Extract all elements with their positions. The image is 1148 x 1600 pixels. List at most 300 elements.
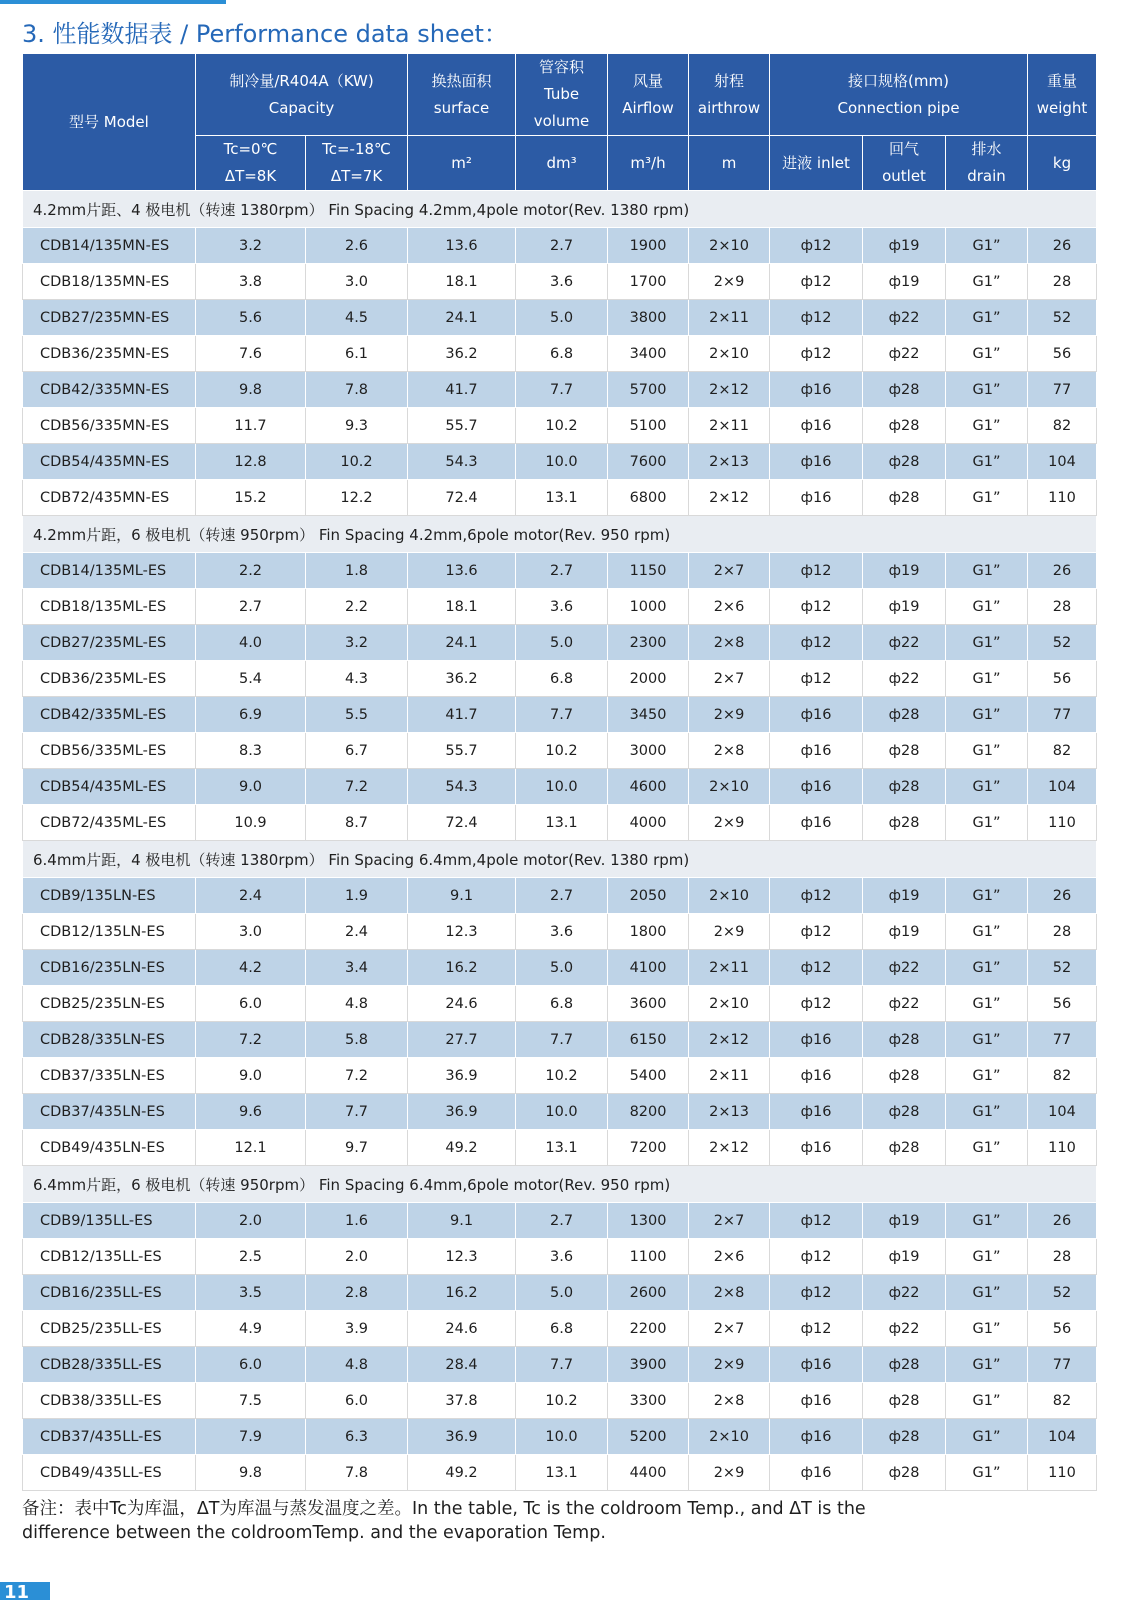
table-cell: G1” <box>946 661 1028 697</box>
table-cell: ф16 <box>770 697 863 733</box>
table-cell: ф28 <box>863 805 946 841</box>
table-cell: ф28 <box>863 372 946 408</box>
model-cell: CDB56/335ML-ES <box>23 733 196 769</box>
table-cell: G1” <box>946 336 1028 372</box>
table-cell: 3900 <box>608 1347 689 1383</box>
table-cell: 3400 <box>608 336 689 372</box>
table-cell: ф28 <box>863 1058 946 1094</box>
table-cell: G1” <box>946 805 1028 841</box>
table-cell: 1000 <box>608 589 689 625</box>
model-cell: CDB16/235LL-ES <box>23 1275 196 1311</box>
table-cell: 2.7 <box>196 589 306 625</box>
table-cell: ф12 <box>770 553 863 589</box>
table-cell: 2×11 <box>689 300 770 336</box>
table-cell: 7.7 <box>516 372 608 408</box>
header-airthrow: 射程 airthrow <box>689 54 770 136</box>
model-cell: CDB18/135ML-ES <box>23 589 196 625</box>
table-cell: ф16 <box>770 480 863 516</box>
table-cell: 2300 <box>608 625 689 661</box>
table-cell: G1” <box>946 372 1028 408</box>
header-unit-tube: dm³ <box>516 136 608 191</box>
table-cell: ф28 <box>863 444 946 480</box>
table-row <box>23 878 1097 914</box>
table-cell: ф19 <box>863 589 946 625</box>
model-cell: CDB25/235LN-ES <box>23 986 196 1022</box>
table-row <box>23 1419 1097 1455</box>
table-cell: 13.1 <box>516 805 608 841</box>
group-header-row <box>23 516 1097 553</box>
group-label: 4.2mm片距、4 极电机（转速 1380rpm） Fin Spacing 4.2mm,4pole motor(Rev. 1380 rpm) <box>23 191 1097 228</box>
table-cell: 9.1 <box>408 1203 516 1239</box>
table-cell: 2.7 <box>516 878 608 914</box>
table-cell: G1” <box>946 986 1028 1022</box>
header-weight: 重量 weight <box>1028 54 1097 136</box>
table-cell: 55.7 <box>408 408 516 444</box>
table-cell: 1900 <box>608 228 689 264</box>
table-cell: 5100 <box>608 408 689 444</box>
table-cell: 7.9 <box>196 1419 306 1455</box>
table-row <box>23 372 1097 408</box>
table-cell: 41.7 <box>408 697 516 733</box>
table-row <box>23 733 1097 769</box>
table-cell: 5.6 <box>196 300 306 336</box>
model-cell: CDB36/235ML-ES <box>23 661 196 697</box>
table-cell: ф16 <box>770 1058 863 1094</box>
table-cell: 12.1 <box>196 1130 306 1166</box>
table-cell: 3.0 <box>196 914 306 950</box>
table-cell: G1” <box>946 733 1028 769</box>
model-cell: CDB28/335LN-ES <box>23 1022 196 1058</box>
table-cell: ф16 <box>770 408 863 444</box>
table-cell: ф12 <box>770 878 863 914</box>
table-cell: 28 <box>1028 264 1097 300</box>
table-row <box>23 1383 1097 1419</box>
table-cell: 16.2 <box>408 950 516 986</box>
table-row <box>23 805 1097 841</box>
table-cell: 5.5 <box>306 697 408 733</box>
table-cell: 2.2 <box>196 553 306 589</box>
table-cell: 9.8 <box>196 1455 306 1491</box>
table-cell: 5700 <box>608 372 689 408</box>
table-cell: 28 <box>1028 1239 1097 1275</box>
table-cell: 2.0 <box>306 1239 408 1275</box>
model-cell: CDB42/335MN-ES <box>23 372 196 408</box>
header-unit-airthrow: m <box>689 136 770 191</box>
table-cell: 7.2 <box>196 1022 306 1058</box>
table-row <box>23 1130 1097 1166</box>
table-cell: 10.0 <box>516 769 608 805</box>
top-accent-bar <box>0 0 226 4</box>
table-row <box>23 625 1097 661</box>
model-cell: CDB9/135LL-ES <box>23 1203 196 1239</box>
table-cell: 7.2 <box>306 1058 408 1094</box>
table-cell: 10.2 <box>516 1058 608 1094</box>
table-cell: 10.0 <box>516 444 608 480</box>
table-cell: G1” <box>946 1455 1028 1491</box>
table-cell: ф28 <box>863 408 946 444</box>
table-cell: G1” <box>946 300 1028 336</box>
table-row <box>23 300 1097 336</box>
table-cell: 12.3 <box>408 1239 516 1275</box>
table-cell: 2×12 <box>689 372 770 408</box>
table-cell: 104 <box>1028 769 1097 805</box>
table-cell: 9.8 <box>196 372 306 408</box>
header-surface: 换热面积 surface <box>408 54 516 136</box>
table-cell: 9.1 <box>408 878 516 914</box>
table-cell: 5.0 <box>516 1275 608 1311</box>
table-cell: G1” <box>946 408 1028 444</box>
table-cell: 3450 <box>608 697 689 733</box>
table-cell: G1” <box>946 625 1028 661</box>
model-cell: CDB28/335LL-ES <box>23 1347 196 1383</box>
table-cell: 4.3 <box>306 661 408 697</box>
table-cell: 3.6 <box>516 589 608 625</box>
table-cell: ф22 <box>863 950 946 986</box>
table-cell: 2×7 <box>689 553 770 589</box>
table-cell: 3.2 <box>196 228 306 264</box>
table-cell: ф22 <box>863 1275 946 1311</box>
group-header-row <box>23 841 1097 878</box>
table-cell: ф12 <box>770 625 863 661</box>
table-cell: G1” <box>946 769 1028 805</box>
header-capacity: 制冷量/R404A（KW) Capacity <box>196 54 408 136</box>
table-cell: 52 <box>1028 300 1097 336</box>
table-cell: 26 <box>1028 878 1097 914</box>
table-cell: 5.0 <box>516 950 608 986</box>
table-cell: 7.2 <box>306 769 408 805</box>
table-cell: 5.0 <box>516 300 608 336</box>
table-cell: 3.4 <box>306 950 408 986</box>
table-cell: 6.3 <box>306 1419 408 1455</box>
table-cell: G1” <box>946 1130 1028 1166</box>
table-cell: 2050 <box>608 878 689 914</box>
table-cell: 82 <box>1028 408 1097 444</box>
table-cell: ф19 <box>863 1239 946 1275</box>
table-cell: 77 <box>1028 1347 1097 1383</box>
table-cell: 2×9 <box>689 805 770 841</box>
table-cell: 4100 <box>608 950 689 986</box>
model-cell: CDB27/235ML-ES <box>23 625 196 661</box>
table-cell: 110 <box>1028 1130 1097 1166</box>
table-cell: ф22 <box>863 1311 946 1347</box>
table-cell: ф12 <box>770 300 863 336</box>
table-cell: 6.1 <box>306 336 408 372</box>
table-cell: 24.6 <box>408 1311 516 1347</box>
table-cell: 4.9 <box>196 1311 306 1347</box>
table-cell: G1” <box>946 264 1028 300</box>
table-cell: 2×9 <box>689 697 770 733</box>
table-cell: ф12 <box>770 950 863 986</box>
model-cell: CDB12/135LN-ES <box>23 914 196 950</box>
table-row <box>23 553 1097 589</box>
table-cell: ф16 <box>770 444 863 480</box>
table-cell: 2×11 <box>689 408 770 444</box>
model-cell: CDB12/135LL-ES <box>23 1239 196 1275</box>
table-cell: G1” <box>946 1094 1028 1130</box>
table-row <box>23 589 1097 625</box>
model-cell: CDB27/235MN-ES <box>23 300 196 336</box>
table-cell: G1” <box>946 589 1028 625</box>
table-cell: 56 <box>1028 661 1097 697</box>
table-cell: 6150 <box>608 1022 689 1058</box>
table-cell: ф28 <box>863 480 946 516</box>
table-cell: 2.4 <box>306 914 408 950</box>
table-cell: ф22 <box>863 986 946 1022</box>
table-cell: 56 <box>1028 336 1097 372</box>
table-cell: ф28 <box>863 1455 946 1491</box>
model-cell: CDB25/235LL-ES <box>23 1311 196 1347</box>
table-cell: ф28 <box>863 1094 946 1130</box>
table-cell: 5.8 <box>306 1022 408 1058</box>
table-cell: ф28 <box>863 1130 946 1166</box>
table-cell: 82 <box>1028 733 1097 769</box>
table-cell: 6.8 <box>516 661 608 697</box>
table-cell: 1300 <box>608 1203 689 1239</box>
header-unit-weight: kg <box>1028 136 1097 191</box>
table-cell: 72.4 <box>408 805 516 841</box>
table-cell: 2×12 <box>689 1130 770 1166</box>
table-cell: 2×7 <box>689 661 770 697</box>
table-row <box>23 1203 1097 1239</box>
header-tube-volume: 管容积 Tube volume <box>516 54 608 136</box>
header-connection-pipe: 接口规格(mm) Connection pipe <box>770 54 1028 136</box>
table-cell: 8200 <box>608 1094 689 1130</box>
table-cell: 36.9 <box>408 1058 516 1094</box>
table-row <box>23 1094 1097 1130</box>
table-cell: 26 <box>1028 1203 1097 1239</box>
table-cell: ф28 <box>863 1347 946 1383</box>
table-cell: 7.7 <box>516 1022 608 1058</box>
table-cell: 49.2 <box>408 1455 516 1491</box>
table-cell: 13.6 <box>408 228 516 264</box>
model-cell: CDB14/135ML-ES <box>23 553 196 589</box>
table-cell: 104 <box>1028 1419 1097 1455</box>
table-cell: 2×7 <box>689 1311 770 1347</box>
table-cell: ф28 <box>863 1383 946 1419</box>
table-cell: ф12 <box>770 1239 863 1275</box>
table-cell: 2.7 <box>516 228 608 264</box>
table-cell: 1800 <box>608 914 689 950</box>
table-cell: 2×12 <box>689 480 770 516</box>
model-cell: CDB14/135MN-ES <box>23 228 196 264</box>
table-cell: 6.7 <box>306 733 408 769</box>
header-tc0: Tc=0℃ ΔT=8K <box>196 136 306 191</box>
table-cell: 8.3 <box>196 733 306 769</box>
model-cell: CDB37/335LN-ES <box>23 1058 196 1094</box>
table-row <box>23 1022 1097 1058</box>
table-cell: 2×9 <box>689 914 770 950</box>
table-cell: 5.0 <box>516 625 608 661</box>
header-tc18: Tc=-18℃ ΔT=7K <box>306 136 408 191</box>
table-cell: 1.6 <box>306 1203 408 1239</box>
table-cell: G1” <box>946 1347 1028 1383</box>
table-row <box>23 697 1097 733</box>
table-cell: G1” <box>946 1239 1028 1275</box>
model-cell: CDB42/335ML-ES <box>23 697 196 733</box>
table-cell: ф16 <box>770 1347 863 1383</box>
header-unit-surface: m² <box>408 136 516 191</box>
model-cell: CDB72/435MN-ES <box>23 480 196 516</box>
table-cell: 5.4 <box>196 661 306 697</box>
table-cell: ф19 <box>863 878 946 914</box>
model-cell: CDB54/435ML-ES <box>23 769 196 805</box>
table-cell: 28 <box>1028 914 1097 950</box>
table-cell: 10.9 <box>196 805 306 841</box>
table-cell: 77 <box>1028 697 1097 733</box>
table-row <box>23 1239 1097 1275</box>
table-cell: ф16 <box>770 1022 863 1058</box>
table-cell: 4.8 <box>306 1347 408 1383</box>
model-cell: CDB49/435LN-ES <box>23 1130 196 1166</box>
table-cell: 7600 <box>608 444 689 480</box>
table-cell: G1” <box>946 553 1028 589</box>
table-cell: 3.8 <box>196 264 306 300</box>
table-cell: 3.0 <box>306 264 408 300</box>
table-cell: 10.2 <box>306 444 408 480</box>
table-cell: 2×11 <box>689 950 770 986</box>
table-cell: 4.0 <box>196 625 306 661</box>
table-cell: 2×12 <box>689 1022 770 1058</box>
model-cell: CDB16/235LN-ES <box>23 950 196 986</box>
table-cell: 2.7 <box>516 1203 608 1239</box>
table-cell: ф28 <box>863 769 946 805</box>
table-cell: 3800 <box>608 300 689 336</box>
table-row <box>23 264 1097 300</box>
table-cell: ф16 <box>770 372 863 408</box>
table-cell: 2×7 <box>689 1203 770 1239</box>
model-cell: CDB9/135LN-ES <box>23 878 196 914</box>
table-cell: 110 <box>1028 480 1097 516</box>
table-cell: ф12 <box>770 1275 863 1311</box>
table-cell: 1100 <box>608 1239 689 1275</box>
table-row <box>23 408 1097 444</box>
table-cell: 9.6 <box>196 1094 306 1130</box>
table-cell: 36.2 <box>408 661 516 697</box>
table-row <box>23 769 1097 805</box>
table-cell: 2000 <box>608 661 689 697</box>
table-cell: G1” <box>946 228 1028 264</box>
table-cell: 7.7 <box>516 1347 608 1383</box>
table-cell: ф16 <box>770 805 863 841</box>
table-cell: ф19 <box>863 264 946 300</box>
table-cell: 3.5 <box>196 1275 306 1311</box>
table-cell: 4400 <box>608 1455 689 1491</box>
table-cell: 13.6 <box>408 553 516 589</box>
table-cell: ф16 <box>770 1383 863 1419</box>
table-cell: 3300 <box>608 1383 689 1419</box>
table-cell: 9.7 <box>306 1130 408 1166</box>
page-number: 11 <box>0 1582 50 1600</box>
table-cell: 2×10 <box>689 336 770 372</box>
table-row <box>23 661 1097 697</box>
table-cell: 55.7 <box>408 733 516 769</box>
table-cell: 3.6 <box>516 914 608 950</box>
table-cell: ф16 <box>770 1419 863 1455</box>
group-label: 6.4mm片距，4 极电机（转速 1380rpm） Fin Spacing 6.4mm,4pole motor(Rev. 1380 rpm) <box>23 841 1097 878</box>
table-cell: 2×10 <box>689 1419 770 1455</box>
table-cell: 2×9 <box>689 1347 770 1383</box>
table-cell: ф12 <box>770 589 863 625</box>
table-cell: 2.7 <box>516 553 608 589</box>
table-cell: 8.7 <box>306 805 408 841</box>
table-row <box>23 228 1097 264</box>
table-cell: ф16 <box>770 769 863 805</box>
model-cell: CDB54/435MN-ES <box>23 444 196 480</box>
header-unit-airflow: m³/h <box>608 136 689 191</box>
model-cell: CDB72/435ML-ES <box>23 805 196 841</box>
table-cell: 27.7 <box>408 1022 516 1058</box>
table-cell: 4600 <box>608 769 689 805</box>
model-cell: CDB18/135MN-ES <box>23 264 196 300</box>
table-cell: ф12 <box>770 661 863 697</box>
performance-table <box>22 53 1097 1491</box>
table-cell: 3.6 <box>516 1239 608 1275</box>
table-cell: 13.1 <box>516 480 608 516</box>
table-cell: 11.7 <box>196 408 306 444</box>
header-inlet: 进液 inlet <box>770 136 863 191</box>
table-cell: 2.2 <box>306 589 408 625</box>
table-cell: 7.8 <box>306 372 408 408</box>
table-cell: 24.6 <box>408 986 516 1022</box>
table-cell: 16.2 <box>408 1275 516 1311</box>
table-cell: ф12 <box>770 986 863 1022</box>
table-cell: G1” <box>946 950 1028 986</box>
table-row <box>23 480 1097 516</box>
table-cell: 110 <box>1028 1455 1097 1491</box>
table-cell: 1.8 <box>306 553 408 589</box>
table-cell: 28 <box>1028 589 1097 625</box>
table-cell: G1” <box>946 1311 1028 1347</box>
table-cell: 4.2 <box>196 950 306 986</box>
table-cell: G1” <box>946 1203 1028 1239</box>
table-cell: 82 <box>1028 1058 1097 1094</box>
table-cell: 37.8 <box>408 1383 516 1419</box>
table-cell: 2×10 <box>689 986 770 1022</box>
table-cell: ф16 <box>770 733 863 769</box>
table-cell: G1” <box>946 444 1028 480</box>
model-cell: CDB38/335LL-ES <box>23 1383 196 1419</box>
table-cell: 12.8 <box>196 444 306 480</box>
table-cell: G1” <box>946 878 1028 914</box>
table-cell: 36.9 <box>408 1419 516 1455</box>
table-cell: ф12 <box>770 228 863 264</box>
table-cell: 110 <box>1028 805 1097 841</box>
table-cell: 10.0 <box>516 1419 608 1455</box>
model-cell: CDB37/435LN-ES <box>23 1094 196 1130</box>
table-cell: 24.1 <box>408 300 516 336</box>
table-cell: 1150 <box>608 553 689 589</box>
page-title: 3. 性能数据表 / Performance data sheet： <box>22 20 508 48</box>
table-cell: 2×11 <box>689 1058 770 1094</box>
table-body <box>23 191 1097 1491</box>
table-cell: 9.3 <box>306 408 408 444</box>
table-cell: 5200 <box>608 1419 689 1455</box>
table-cell: 36.9 <box>408 1094 516 1130</box>
table-row <box>23 1347 1097 1383</box>
table-cell: 2×10 <box>689 878 770 914</box>
table-cell: 6.8 <box>516 986 608 1022</box>
table-cell: ф12 <box>770 264 863 300</box>
table-cell: 2×8 <box>689 1383 770 1419</box>
table-cell: 28.4 <box>408 1347 516 1383</box>
header-drain: 排水 drain <box>946 136 1028 191</box>
table-cell: 6.0 <box>196 986 306 1022</box>
table-cell: G1” <box>946 1058 1028 1094</box>
table-cell: 13.1 <box>516 1130 608 1166</box>
table-cell: 1700 <box>608 264 689 300</box>
table-cell: 52 <box>1028 950 1097 986</box>
table-cell: 56 <box>1028 986 1097 1022</box>
